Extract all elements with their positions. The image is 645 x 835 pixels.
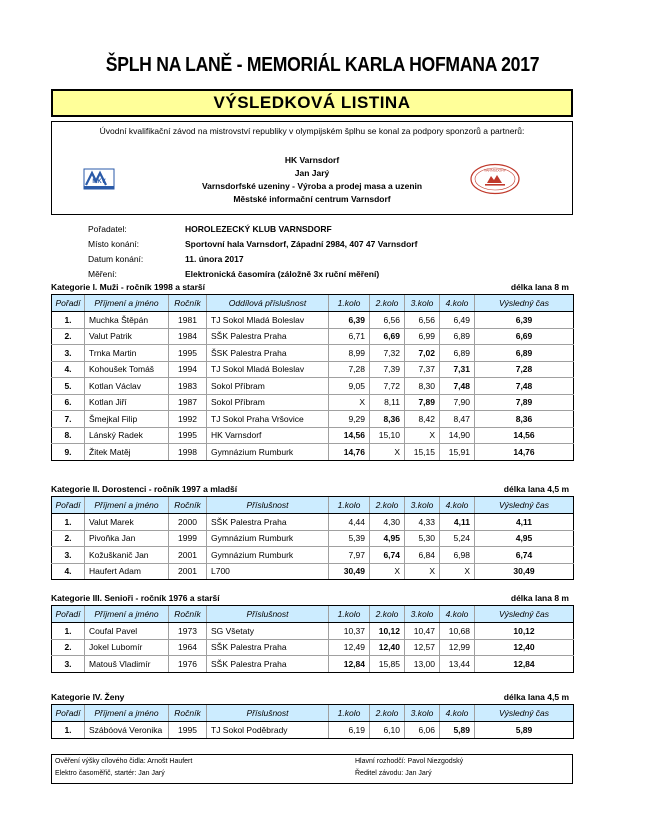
cell-birth-year: 1987 bbox=[169, 394, 207, 411]
category-header bbox=[51, 593, 573, 605]
footer-sensor-check: Ověření výšky cílového čidla: Arnošt Haufert bbox=[55, 758, 193, 765]
cell-rank: 9. bbox=[52, 444, 85, 461]
cell-round-4: 5,89 bbox=[440, 722, 475, 739]
cell-birth-year: 1976 bbox=[169, 656, 207, 673]
cell-final-time: 7,89 bbox=[475, 394, 574, 411]
cell-rank: 1. bbox=[52, 514, 85, 531]
cell-club: Gymnázium Rumburk bbox=[207, 530, 329, 547]
info-value: Elektronická časomíra (záložně 3x ruční měření) bbox=[185, 269, 380, 279]
cell-round-1: 6,39 bbox=[329, 312, 370, 329]
cell-final-time: 14,76 bbox=[475, 444, 574, 461]
table-row bbox=[52, 361, 574, 378]
cell-club: SŠK Palestra Praha bbox=[207, 514, 329, 531]
category-title: Kategorie III. Senioři - ročník 1976 a starší bbox=[51, 593, 220, 603]
footer-race-director: Ředitel závodu: Jan Jarý bbox=[355, 770, 432, 777]
table-row bbox=[52, 312, 574, 329]
cell-round-2: 8,11 bbox=[370, 394, 405, 411]
cell-birth-year: 1984 bbox=[169, 328, 207, 345]
info-label: Měření: bbox=[88, 269, 117, 279]
column-header-rank: Pořadí bbox=[52, 705, 85, 722]
cell-round-1: 6,71 bbox=[329, 328, 370, 345]
column-header-round-1: 1.kolo bbox=[329, 295, 370, 312]
cell-club: SŠK Palestra Praha bbox=[207, 639, 329, 656]
column-header-name: Příjmení a jméno bbox=[85, 497, 169, 514]
category-header bbox=[51, 282, 573, 294]
cell-final-time: 4,95 bbox=[475, 530, 574, 547]
cell-rank: 3. bbox=[52, 547, 85, 564]
cell-round-3: X bbox=[405, 427, 440, 444]
cell-rank: 4. bbox=[52, 361, 85, 378]
sponsor-list bbox=[132, 154, 492, 206]
cell-final-time: 6,39 bbox=[475, 312, 574, 329]
column-header-final-time: Výsledný čas bbox=[475, 606, 574, 623]
table-header-row bbox=[52, 606, 574, 623]
table-row bbox=[52, 345, 574, 362]
table-row bbox=[52, 411, 574, 428]
cell-round-1: 6,19 bbox=[329, 722, 370, 739]
cell-round-1: 12,84 bbox=[329, 656, 370, 673]
cell-final-time: 8,36 bbox=[475, 411, 574, 428]
cell-birth-year: 2001 bbox=[169, 547, 207, 564]
table-header-row bbox=[52, 705, 574, 722]
cell-final-time: 6,69 bbox=[475, 328, 574, 345]
cell-round-4: 6,89 bbox=[440, 328, 475, 345]
rope-length: délka lana 8 m bbox=[510, 593, 569, 603]
cell-round-2: 7,32 bbox=[370, 345, 405, 362]
cell-club: TJ Sokol Praha Vršovice bbox=[207, 411, 329, 428]
cell-round-1: 12,49 bbox=[329, 639, 370, 656]
cell-round-3: 13,00 bbox=[405, 656, 440, 673]
sponsor-line: Jan Jarý bbox=[294, 168, 330, 178]
cell-round-1: 9,29 bbox=[329, 411, 370, 428]
cell-round-1: 9,05 bbox=[329, 378, 370, 395]
cell-club: Gymnázium Rumburk bbox=[207, 444, 329, 461]
cell-round-2: 4,95 bbox=[370, 530, 405, 547]
cell-club: Sokol Příbram bbox=[207, 378, 329, 395]
subtitle-box bbox=[51, 89, 573, 117]
column-header-round-3: 3.kolo bbox=[405, 606, 440, 623]
cell-club: SŠK Palestra Praha bbox=[207, 328, 329, 345]
cell-round-4: 6,98 bbox=[440, 547, 475, 564]
cell-round-2: 12,40 bbox=[370, 639, 405, 656]
cell-name: Kožuškanič Jan bbox=[85, 547, 169, 564]
cell-birth-year: 1995 bbox=[169, 722, 207, 739]
varnsdorf-logo-icon bbox=[469, 163, 521, 195]
cell-round-3: 6,06 bbox=[405, 722, 440, 739]
cell-round-1: 10,37 bbox=[329, 623, 370, 640]
cell-round-4: 10,68 bbox=[440, 623, 475, 640]
table-header-row bbox=[52, 295, 574, 312]
category-header bbox=[51, 484, 573, 496]
cell-round-3: 7,89 bbox=[405, 394, 440, 411]
cell-birth-year: 1999 bbox=[169, 530, 207, 547]
cell-round-1: 7,28 bbox=[329, 361, 370, 378]
cell-name: Coufal Pavel bbox=[85, 623, 169, 640]
column-header-round-2: 2.kolo bbox=[370, 295, 405, 312]
sponsor-intro: Úvodní kvalifikační závod na mistrovství republiky v olympijském šplhu se konal za podpory sponzorů a partnerů: bbox=[99, 126, 525, 136]
cell-rank: 7. bbox=[52, 411, 85, 428]
column-header-club: Oddílová příslušnost bbox=[207, 295, 329, 312]
cell-club: Gymnázium Rumburk bbox=[207, 547, 329, 564]
column-header-round-1: 1.kolo bbox=[329, 705, 370, 722]
cell-round-3: X bbox=[405, 563, 440, 580]
info-label: Místo konání: bbox=[88, 239, 140, 249]
cell-name: Kohoušek Tomáš bbox=[85, 361, 169, 378]
cell-final-time: 4,11 bbox=[475, 514, 574, 531]
cell-club: TJ Sokol Poděbrady bbox=[207, 722, 329, 739]
cell-birth-year: 2000 bbox=[169, 514, 207, 531]
cell-rank: 2. bbox=[52, 530, 85, 547]
column-header-club: Příslušnost bbox=[207, 705, 329, 722]
cell-round-4: 14,90 bbox=[440, 427, 475, 444]
cell-round-2: 4,30 bbox=[370, 514, 405, 531]
sponsor-line: Varnsdorfské uzeniny - Výroba a prodej masa a uzenin bbox=[201, 181, 423, 191]
cell-round-2: 15,85 bbox=[370, 656, 405, 673]
cell-round-3: 7,02 bbox=[405, 345, 440, 362]
cell-round-2: X bbox=[370, 444, 405, 461]
info-label: Datum konání: bbox=[88, 254, 144, 264]
cell-final-time: 6,74 bbox=[475, 547, 574, 564]
cell-round-1: 14,76 bbox=[329, 444, 370, 461]
cell-round-2: 7,39 bbox=[370, 361, 405, 378]
column-header-final-time: Výsledný čas bbox=[475, 295, 574, 312]
cell-name: Kotlan Jiří bbox=[85, 394, 169, 411]
cell-name: Haufert Adam bbox=[85, 563, 169, 580]
cell-rank: 4. bbox=[52, 563, 85, 580]
results-table bbox=[51, 704, 574, 739]
cell-round-4: 6,89 bbox=[440, 345, 475, 362]
cell-club: TJ Sokol Mladá Boleslav bbox=[207, 361, 329, 378]
cell-round-3: 6,99 bbox=[405, 328, 440, 345]
cell-name: Lánský Radek bbox=[85, 427, 169, 444]
column-header-round-2: 2.kolo bbox=[370, 497, 405, 514]
cell-name: Muchka Štěpán bbox=[85, 312, 169, 329]
column-header-round-2: 2.kolo bbox=[370, 606, 405, 623]
table-row bbox=[52, 394, 574, 411]
rope-length: délka lana 8 m bbox=[510, 282, 569, 292]
cell-final-time: 7,28 bbox=[475, 361, 574, 378]
column-header-rank: Pořadí bbox=[52, 295, 85, 312]
cell-name: Valut Patrik bbox=[85, 328, 169, 345]
column-header-round-3: 3.kolo bbox=[405, 295, 440, 312]
cell-round-4: 7,31 bbox=[440, 361, 475, 378]
cell-rank: 5. bbox=[52, 378, 85, 395]
info-label: Pořadatel: bbox=[88, 224, 127, 234]
column-header-rank: Pořadí bbox=[52, 606, 85, 623]
cell-final-time: 12,40 bbox=[475, 639, 574, 656]
category-title: Kategorie II. Dorostenci - ročník 1997 a mladší bbox=[51, 484, 238, 494]
cell-rank: 1. bbox=[52, 623, 85, 640]
cell-round-3: 6,56 bbox=[405, 312, 440, 329]
cell-round-3: 8,42 bbox=[405, 411, 440, 428]
sponsor-line: Městské informační centrum Varnsdorf bbox=[233, 194, 391, 204]
cell-round-3: 6,84 bbox=[405, 547, 440, 564]
subtitle: VÝSLEDKOVÁ LISTINA bbox=[213, 93, 411, 112]
table-row bbox=[52, 328, 574, 345]
cell-final-time: 10,12 bbox=[475, 623, 574, 640]
cell-round-1: X bbox=[329, 394, 370, 411]
cell-birth-year: 1981 bbox=[169, 312, 207, 329]
table-row bbox=[52, 656, 574, 673]
cell-round-4: 7,90 bbox=[440, 394, 475, 411]
cell-rank: 8. bbox=[52, 427, 85, 444]
officials-footer bbox=[51, 754, 573, 784]
table-row bbox=[52, 427, 574, 444]
cell-name: Šmejkal Filip bbox=[85, 411, 169, 428]
cell-final-time: 12,84 bbox=[475, 656, 574, 673]
cell-name: Matouš Vladimír bbox=[85, 656, 169, 673]
results-table bbox=[51, 605, 574, 673]
results-table bbox=[51, 294, 574, 461]
cell-round-3: 8,30 bbox=[405, 378, 440, 395]
category-title: Kategorie I. Muži - ročník 1998 a starší bbox=[51, 282, 206, 292]
cell-round-1: 30,49 bbox=[329, 563, 370, 580]
cell-rank: 3. bbox=[52, 656, 85, 673]
cell-round-2: 6,74 bbox=[370, 547, 405, 564]
footer-timekeeper: Elektro časoměřič, startér: Jan Jarý bbox=[55, 770, 165, 777]
column-header-round-4: 4.kolo bbox=[440, 705, 475, 722]
sponsor-box bbox=[51, 121, 573, 215]
cell-round-3: 12,57 bbox=[405, 639, 440, 656]
column-header-name: Příjmení a jméno bbox=[85, 606, 169, 623]
cell-birth-year: 1983 bbox=[169, 378, 207, 395]
cell-final-time: 7,48 bbox=[475, 378, 574, 395]
cell-rank: 2. bbox=[52, 639, 85, 656]
cell-round-3: 15,15 bbox=[405, 444, 440, 461]
cell-round-4: 15,91 bbox=[440, 444, 475, 461]
results-table bbox=[51, 496, 574, 580]
cell-club: SŠK Palestra Praha bbox=[207, 656, 329, 673]
cell-round-4: X bbox=[440, 563, 475, 580]
cell-birth-year: 1994 bbox=[169, 361, 207, 378]
cell-club: HK Varnsdorf bbox=[207, 427, 329, 444]
table-row bbox=[52, 639, 574, 656]
mkv-logo-icon bbox=[83, 166, 115, 192]
column-header-birth-year: Ročník bbox=[169, 705, 207, 722]
cell-round-2: 10,12 bbox=[370, 623, 405, 640]
column-header-name: Příjmení a jméno bbox=[85, 295, 169, 312]
column-header-birth-year: Ročník bbox=[169, 606, 207, 623]
column-header-club: Příslušnost bbox=[207, 606, 329, 623]
column-header-final-time: Výsledný čas bbox=[475, 497, 574, 514]
cell-birth-year: 1995 bbox=[169, 345, 207, 362]
cell-birth-year: 1992 bbox=[169, 411, 207, 428]
cell-round-2: 8,36 bbox=[370, 411, 405, 428]
cell-final-time: 14,56 bbox=[475, 427, 574, 444]
cell-birth-year: 2001 bbox=[169, 563, 207, 580]
category-header bbox=[51, 692, 573, 704]
cell-club: SG Všetaty bbox=[207, 623, 329, 640]
cell-rank: 3. bbox=[52, 345, 85, 362]
column-header-round-3: 3.kolo bbox=[405, 705, 440, 722]
cell-round-4: 8,47 bbox=[440, 411, 475, 428]
cell-round-2: 15,10 bbox=[370, 427, 405, 444]
cell-club: Sokol Příbram bbox=[207, 394, 329, 411]
cell-round-1: 5,39 bbox=[329, 530, 370, 547]
column-header-round-3: 3.kolo bbox=[405, 497, 440, 514]
cell-round-4: 7,48 bbox=[440, 378, 475, 395]
cell-name: Pivoňka Jan bbox=[85, 530, 169, 547]
cell-rank: 1. bbox=[52, 722, 85, 739]
cell-club: ŠSK Palestra Praha bbox=[207, 345, 329, 362]
table-row bbox=[52, 378, 574, 395]
category-1 bbox=[51, 282, 573, 461]
cell-round-3: 10,47 bbox=[405, 623, 440, 640]
column-header-round-2: 2.kolo bbox=[370, 705, 405, 722]
cell-name: Valut Marek bbox=[85, 514, 169, 531]
table-header-row bbox=[52, 497, 574, 514]
column-header-rank: Pořadí bbox=[52, 497, 85, 514]
cell-round-2: 7,72 bbox=[370, 378, 405, 395]
column-header-round-4: 4.kolo bbox=[440, 606, 475, 623]
category-4 bbox=[51, 692, 573, 739]
info-value: Sportovní hala Varnsdorf, Západní 2984, 407 47 Varnsdorf bbox=[185, 239, 418, 249]
cell-name: Kotlan Václav bbox=[85, 378, 169, 395]
cell-name: Jokel Lubomír bbox=[85, 639, 169, 656]
table-row bbox=[52, 547, 574, 564]
rope-length: délka lana 4,5 m bbox=[503, 484, 569, 494]
cell-club: L700 bbox=[207, 563, 329, 580]
cell-round-3: 7,37 bbox=[405, 361, 440, 378]
info-value: 11. února 2017 bbox=[185, 254, 244, 264]
column-header-round-4: 4.kolo bbox=[440, 295, 475, 312]
column-header-name: Příjmení a jméno bbox=[85, 705, 169, 722]
cell-final-time: 30,49 bbox=[475, 563, 574, 580]
column-header-round-1: 1.kolo bbox=[329, 606, 370, 623]
table-row bbox=[52, 444, 574, 461]
category-2 bbox=[51, 484, 573, 580]
cell-round-4: 4,11 bbox=[440, 514, 475, 531]
column-header-final-time: Výsledný čas bbox=[475, 705, 574, 722]
cell-rank: 1. bbox=[52, 312, 85, 329]
cell-rank: 6. bbox=[52, 394, 85, 411]
footer-head-referee: Hlavní rozhodčí: Pavol Niezgodský bbox=[355, 758, 464, 765]
cell-birth-year: 1964 bbox=[169, 639, 207, 656]
cell-birth-year: 1995 bbox=[169, 427, 207, 444]
cell-round-4: 12,99 bbox=[440, 639, 475, 656]
cell-birth-year: 1998 bbox=[169, 444, 207, 461]
cell-round-2: 6,10 bbox=[370, 722, 405, 739]
cell-round-4: 5,24 bbox=[440, 530, 475, 547]
column-header-birth-year: Ročník bbox=[169, 295, 207, 312]
cell-final-time: 5,89 bbox=[475, 722, 574, 739]
cell-name: Trnka Martin bbox=[85, 345, 169, 362]
table-row bbox=[52, 722, 574, 739]
cell-round-1: 7,97 bbox=[329, 547, 370, 564]
cell-round-3: 4,33 bbox=[405, 514, 440, 531]
cell-club: TJ Sokol Mladá Boleslav bbox=[207, 312, 329, 329]
cell-round-2: X bbox=[370, 563, 405, 580]
column-header-club: Příslušnost bbox=[207, 497, 329, 514]
cell-round-2: 6,69 bbox=[370, 328, 405, 345]
cell-final-time: 6,89 bbox=[475, 345, 574, 362]
cell-round-2: 6,56 bbox=[370, 312, 405, 329]
sponsor-line: HK Varnsdorf bbox=[284, 155, 340, 165]
table-row bbox=[52, 623, 574, 640]
cell-round-3: 5,30 bbox=[405, 530, 440, 547]
cell-round-1: 4,44 bbox=[329, 514, 370, 531]
cell-round-1: 8,99 bbox=[329, 345, 370, 362]
column-header-round-1: 1.kolo bbox=[329, 497, 370, 514]
cell-round-4: 13,44 bbox=[440, 656, 475, 673]
table-row bbox=[52, 530, 574, 547]
page-title: ŠPLH NA LANĚ - MEMORIÁL KARLA HOFMANA 2017 bbox=[105, 54, 540, 76]
varnsdorf-logo-text: VARNSDORF bbox=[483, 168, 507, 173]
info-value: HOROLEZECKÝ KLUB VARNSDORF bbox=[185, 224, 332, 234]
cell-birth-year: 1973 bbox=[169, 623, 207, 640]
table-row bbox=[52, 514, 574, 531]
mkv-logo-text: MKV bbox=[92, 179, 106, 185]
category-title: Kategorie IV. Ženy bbox=[51, 692, 125, 702]
cell-name: Žitek Matěj bbox=[85, 444, 169, 461]
cell-round-1: 14,56 bbox=[329, 427, 370, 444]
column-header-round-4: 4.kolo bbox=[440, 497, 475, 514]
table-row bbox=[52, 563, 574, 580]
cell-name: Szábóová Veronika bbox=[85, 722, 169, 739]
rope-length: délka lana 4,5 m bbox=[503, 692, 569, 702]
category-3 bbox=[51, 593, 573, 673]
cell-rank: 2. bbox=[52, 328, 85, 345]
column-header-birth-year: Ročník bbox=[169, 497, 207, 514]
cell-round-4: 6,49 bbox=[440, 312, 475, 329]
